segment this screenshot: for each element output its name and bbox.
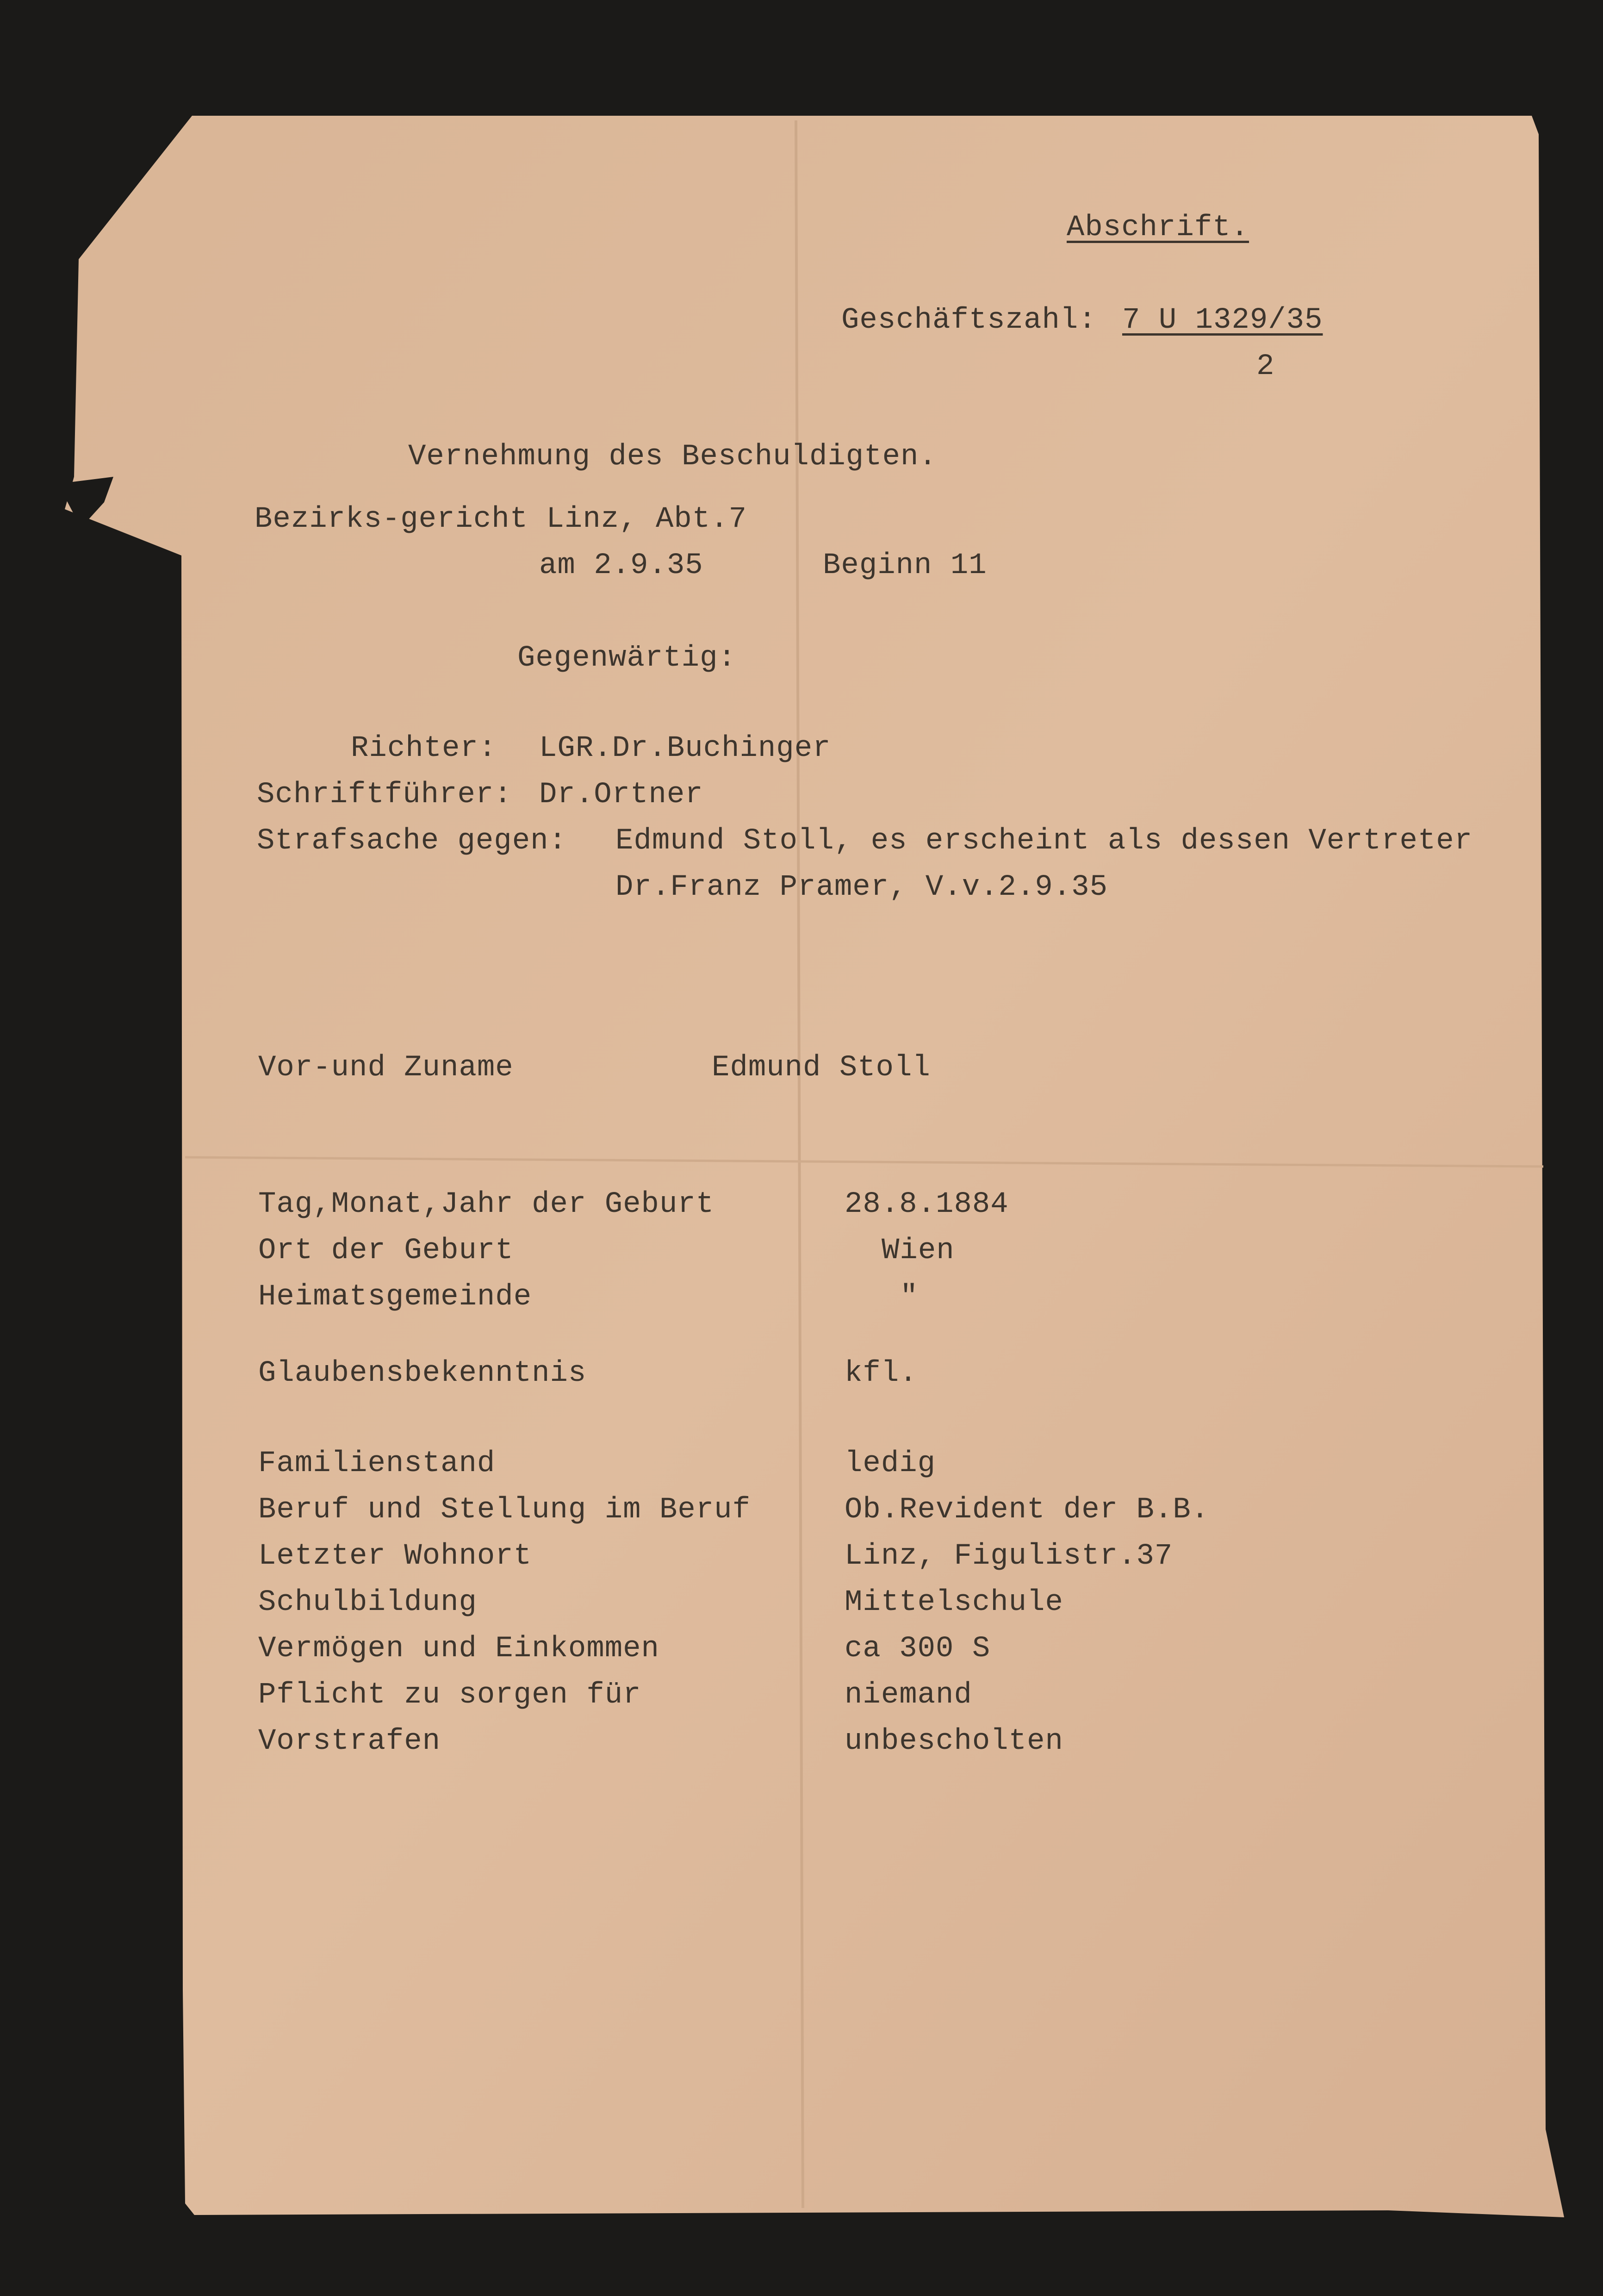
birth-place-label: Ort der Geburt [258,1234,514,1267]
religion-label: Glaubensbekenntnis [258,1357,587,1390]
judge-label: Richter: [351,732,497,765]
residence-label: Letzter Wohnort [258,1540,532,1573]
occupation-value: Ob.Revident der B.B. [845,1493,1210,1527]
marital-status-value: ledig [845,1447,936,1480]
education-label: Schulbildung [258,1586,477,1619]
hearing-start: Beginn 11 [823,549,987,582]
court-name: Bezirks-gericht Linz, Abt.7 [255,503,747,536]
residence-value: Linz, Figulistr.37 [845,1540,1173,1573]
religion-value: kfl. [845,1357,918,1390]
representative: Dr.Franz Pramer, V.v.2.9.35 [615,871,1108,904]
dependents-label: Pflicht zu sorgen für [258,1678,641,1712]
birth-date-label: Tag,Monat,Jahr der Geburt [258,1188,715,1221]
clerk-label: Schriftführer: [257,778,512,811]
document-title: Vernehmung des Beschuldigten. [408,440,937,474]
case-number-label: Geschäftszahl: [841,304,1097,337]
education-value: Mittelschule [845,1586,1063,1619]
marital-status-label: Familienstand [258,1447,496,1480]
home-municipality-value: " [900,1280,919,1314]
criminal-record-label: Vorstrafen [258,1725,441,1758]
present-heading: Gegenwärtig: [517,642,736,675]
home-municipality-label: Heimatsgemeinde [258,1280,532,1314]
name-value: Edmund Stoll [712,1051,931,1085]
assets-label: Vermögen und Einkommen [258,1632,659,1666]
birth-date-value: 28.8.1884 [845,1188,1009,1221]
birth-place-value: Wien [882,1234,955,1267]
page-number: 2 [1256,350,1275,383]
dependents-value: niemand [845,1678,972,1712]
clerk-value: Dr.Ortner [539,778,703,811]
case-against-value: Edmund Stoll, es erscheint als dessen Vertreter [615,824,1473,858]
hearing-date: am 2.9.35 [539,549,703,582]
case-against-label: Strafsache gegen: [257,824,567,858]
criminal-record-value: unbescholten [845,1725,1063,1758]
copy-mark: Abschrift. [1067,211,1249,244]
occupation-label: Beruf und Stellung im Beruf [258,1493,751,1527]
assets-value: ca 300 S [845,1632,991,1666]
case-number: 7 U 1329/35 [1122,304,1323,337]
judge-value: LGR.Dr.Buchinger [539,732,831,765]
name-label: Vor-und Zuname [258,1051,514,1085]
